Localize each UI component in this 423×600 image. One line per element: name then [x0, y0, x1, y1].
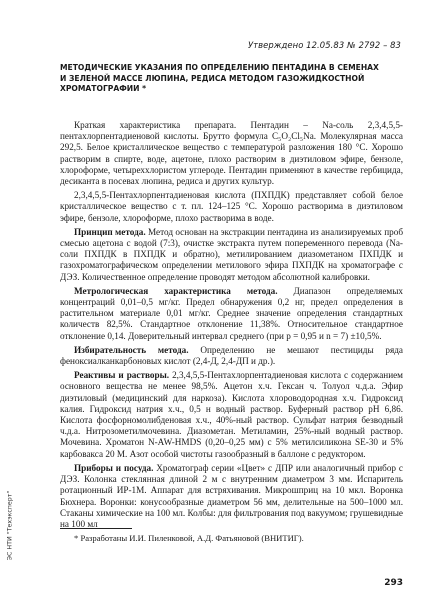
paragraph-reagents	[60, 370, 403, 460]
paragraph-equipment	[60, 463, 403, 530]
section-label: Избирательность метода.	[74, 344, 189, 355]
paragraph-acid	[60, 190, 403, 224]
paragraph-text: 2,3,4,5,5-Пентахлорпентадиеновая кислота (ПХПДК) представляет собой белое кристаллическое вещество с т. пл. 124–125 °С. Хорошо растворима в диэтиловом эфире, бензоле, хлороформе, плохо растворима в воде.	[60, 190, 403, 223]
paragraph-text: Определению не мешают пестициды ряда феноксиалканкарбоновых кислот (2,4-Д, 2,4-ДП и др.).	[60, 344, 403, 367]
footnote-divider	[60, 528, 132, 529]
paragraph-text: 2,3,4,5,5-Пентахлорпентадиеновая кислота с содержанием основного вещества не менее 98,5%. Ацетон х.ч. Гексан ч. Толуол ч.д.а. Эфир диэтиловый (медицинский для наркоза). Кислота хлороводородная х.ч. Гидроксид калия. Гидроксид натрия х.ч., 0,5 н водный раствор. Буферный раствор pH 6,86. Кислота фосфорномолибденовая х.ч., 40%-ный раствор. Сульфат натрия безводный ч.д.а. Нитрозометилмочевина. Диазометан. Метиламин, 25%-ный водный раствор. Мочевина. Хроматон N-AW-HMDS (0,20–0,25 мм) с 5% метилсиликона SE-30 и 5% карбовакса 20 М. Азот особой чистоты газообразный в баллоне с редуктором.	[60, 370, 403, 459]
section-label: Принцип метода.	[74, 226, 146, 237]
footnote: * Разработаны И.И. Пиленковой, А.Д. Фатьяновой (ВНИТИГ).	[74, 533, 304, 543]
paragraph-principle	[60, 227, 403, 283]
document-title: МЕТОДИЧЕСКИЕ УКАЗАНИЯ ПО ОПРЕДЕЛЕНИЮ ПЕНТАДИНА В СЕМЕНАХ И ЗЕЛЕНОЙ МАССЕ ЛЮПИНА, РЕДИСА МЕТОДОМ ГАЗОЖИДКОСТНОЙ ХРОМАТОГРАФИИ *	[60, 63, 379, 94]
approval-line: Утверждено 12.05.83 № 2792 – 83	[247, 40, 401, 50]
document-body	[60, 120, 403, 533]
paragraph-characteristics	[60, 120, 403, 187]
page-number: 293	[384, 578, 403, 588]
paragraph-text: Хроматограф серии «Цвет» с ДПР или аналогичный прибор с ДЭЗ. Колонка стеклянная длиной 2 м с внутренним диаметром 3 мм. Испаритель ротационный ИР-1М. Аппарат для встряхивания. Микрошприц на 10 мкл. Воронка Бюхнера. Воронки: конусообразные диаметром 56 мм, делительные на 500–1000 мл. Стаканы химические на 100 мл. Колбы: для фильтрования под вакуумом; грушевидные на 100 мл	[60, 462, 403, 529]
section-label: Реактивы и растворы.	[74, 370, 170, 381]
section-label: Приборы и посуда.	[74, 462, 154, 473]
paragraph-text: Диапазон определяемых концентраций 0,01–0,5 мг/кг. Предел обнаружения 0,2 нг, предел определения в растительном материале 0,01 мг/кг. Среднее значение определения стандартных количеств 82,5%. Стандартное отклонение 11,38%. Относительное стандартное отклонение 0,14. Доверительный интервал среднего (при p = 0,95 и n = 7) ±10,5%.	[60, 285, 403, 341]
paragraph-text: Метод основан на экстракции пентадина из анализируемых проб смесью ацетона с водой (7:3), очистке экстракта путем попеременного перевода (Na-соли ПХПДК в ПХПДК и обратно), метилированием диазометаном ПХПДК и газохроматографическом определении метилового эфира ПХПДК на хроматографе с ДЭЗ. Количественное определение проводят методом абсолютной калибровки.	[60, 226, 403, 282]
side-stamp-text: ЭС НТИ "Техэксперт"	[6, 490, 14, 561]
side-stamp	[3, 460, 15, 596]
paragraph-selectivity	[60, 345, 403, 367]
paragraph-metrology	[60, 286, 403, 342]
paragraph-text: Краткая характеристика препарата. Пентадин – Na-соль 2,3,4,5,5-пентахлорпентадиеновой кислоты. Брутто формула C₅O₂Cl₅Na. Молекулярная масса 292,5. Белое кристаллическое вещество с температурой разложения 180 °С. Хорошо растворим в спирте, воде, ацетоне, плохо растворим в диэтиловом эфире, бензоле, хлороформе, четыреххлористом углероде. Пентадин применяют в качестве гербицида, десиканта в посевах люпина, редиса и других культур.	[60, 120, 403, 187]
section-label: Метрологическая характеристика метода.	[74, 285, 278, 296]
